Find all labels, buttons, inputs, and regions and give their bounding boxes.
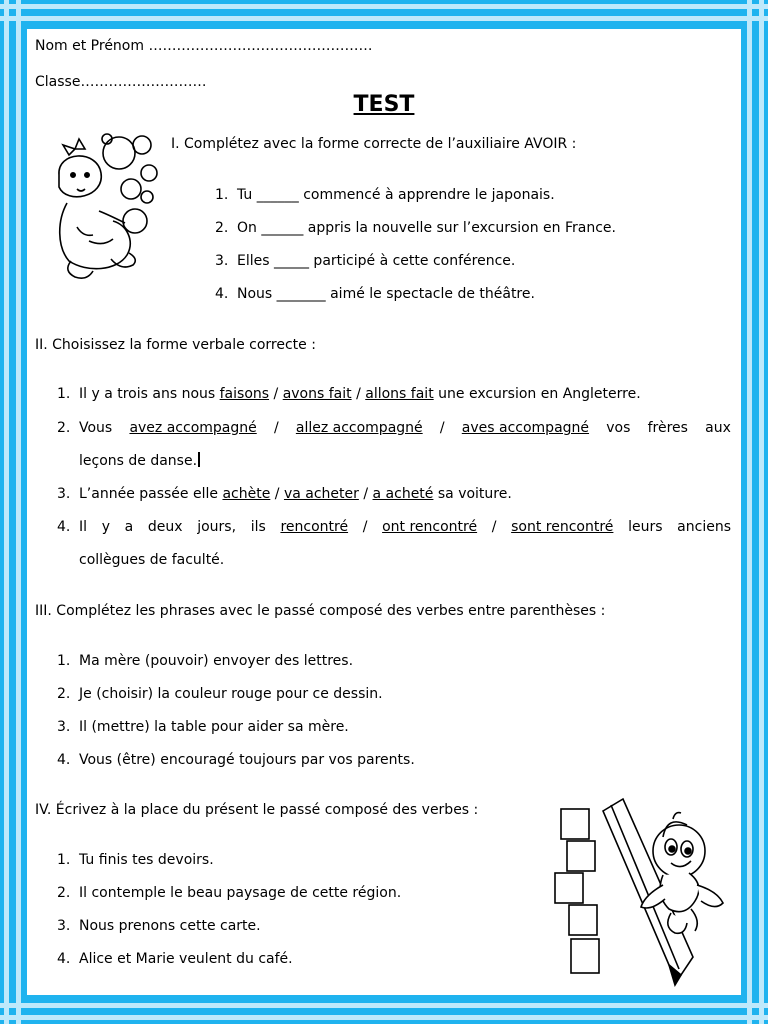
option-separator: /: [351, 386, 366, 402]
name-field-line[interactable]: Nom et Prénom …………………………………………: [35, 38, 373, 54]
frame-stripe-right-inner: [747, 0, 752, 1024]
item-word: vos: [606, 420, 631, 436]
item-number: 1.: [57, 386, 71, 402]
item-number: 4.: [57, 951, 71, 967]
option-separator: /: [362, 519, 368, 535]
item-word: leurs: [628, 519, 663, 535]
list-item: [215, 252, 515, 270]
list-item: [215, 186, 555, 204]
list-item-continuation: [79, 452, 200, 470]
worksheet-page: [27, 29, 741, 995]
item-word: ils: [250, 519, 266, 535]
list-item: [57, 851, 214, 869]
item-text: Tu ______ commencé à apprendre le japonais.: [237, 187, 555, 203]
item-word: anciens: [677, 519, 731, 535]
item-text: sa voiture.: [433, 486, 512, 502]
option-3[interactable]: allons fait: [365, 386, 434, 402]
list-item: [215, 285, 535, 303]
option-1[interactable]: rencontré: [280, 519, 349, 535]
item-number: 1.: [215, 187, 229, 203]
list-item: [57, 485, 512, 503]
item-word: aux: [705, 420, 731, 436]
option-1[interactable]: achète: [222, 486, 271, 502]
item-number: 3.: [215, 253, 229, 269]
item-text: Il (mettre) la table pour aider sa mère.: [79, 719, 349, 735]
item-number: 2.: [57, 420, 71, 436]
option-separator: /: [491, 519, 497, 535]
item-number: 2.: [57, 686, 71, 702]
item-text: Nous _______ aimé le spectacle de théâtre.: [237, 286, 535, 302]
item-word: Il: [79, 519, 88, 535]
item-number: 4.: [215, 286, 229, 302]
baby-bubbles-illustration: [47, 131, 159, 283]
item-text: collègues de faculté.: [79, 552, 225, 568]
class-field-line[interactable]: Classe………………………: [35, 74, 207, 90]
item-word: jours,: [197, 519, 237, 535]
item-text: leçons de danse.: [79, 453, 198, 469]
pencil-blocks-illustration: [551, 789, 731, 989]
frame-stripe-left: [4, 0, 9, 1024]
item-text: Nous prenons cette carte.: [79, 918, 261, 934]
item-text: Alice et Marie veulent du café.: [79, 951, 293, 967]
option-3[interactable]: a acheté: [372, 486, 434, 502]
list-item: [215, 219, 616, 237]
item-text: Tu finis tes devoirs.: [79, 852, 214, 868]
item-word: y: [101, 519, 110, 535]
list-item-continuation: [79, 551, 224, 569]
item-text: une excursion en Angleterre.: [433, 386, 641, 402]
text-cursor: [198, 452, 200, 467]
item-number: 3.: [57, 486, 71, 502]
item-text: Elles _____ participé à cette conférence.: [237, 253, 516, 269]
frame-stripe-bottom: [0, 1015, 768, 1020]
item-text: Ma mère (pouvoir) envoyer des lettres.: [79, 653, 354, 669]
list-item: [57, 385, 641, 403]
list-item: [57, 884, 401, 902]
item-text: Il contemple le beau paysage de cette région.: [79, 885, 402, 901]
item-text: Il y a trois ans nous: [79, 386, 220, 402]
option-1[interactable]: avez accompagné: [129, 420, 257, 436]
item-text: Je (choisir) la couleur rouge pour ce dessin.: [79, 686, 383, 702]
item-number: 3.: [57, 719, 71, 735]
frame-stripe-bottom-inner: [0, 1003, 768, 1008]
item-number: 3.: [57, 918, 71, 934]
item-word: Vous: [79, 420, 113, 436]
list-item: [57, 917, 261, 935]
item-text: L’année passée elle: [79, 486, 223, 502]
section4-heading: IV. Écrivez à la place du présent le passé composé des verbes :: [35, 802, 479, 818]
item-number: 1.: [57, 852, 71, 868]
option-separator: /: [439, 420, 445, 436]
frame-stripe-top: [0, 4, 768, 9]
frame-stripe-left-inner: [16, 0, 21, 1024]
frame-stripe-right: [759, 0, 764, 1024]
option-2[interactable]: allez accompagné: [295, 420, 423, 436]
item-text: Vous (être) encouragé toujours par vos parents.: [79, 752, 415, 768]
list-item: [57, 718, 349, 736]
frame-stripe-top-inner: [0, 16, 768, 21]
option-2[interactable]: avons fait: [282, 386, 352, 402]
list-item: [57, 950, 293, 968]
option-1[interactable]: faisons: [219, 386, 270, 402]
list-item: [57, 419, 731, 437]
item-number: 4.: [57, 519, 71, 535]
item-text: On ______ appris la nouvelle sur l’excursion en France.: [237, 220, 616, 236]
list-item: [57, 685, 383, 703]
section3-heading: III. Complétez les phrases avec le passé composé des verbes entre parenthèses :: [35, 603, 606, 619]
option-separator: /: [269, 386, 283, 402]
item-word: deux: [147, 519, 183, 535]
section1-heading: I. Complétez avec la forme correcte de l’auxiliaire AVOIR :: [171, 136, 577, 152]
item-word: a: [124, 519, 134, 535]
page-title: TEST: [353, 92, 415, 117]
option-3[interactable]: sont rencontré: [511, 519, 614, 535]
list-item: [57, 652, 353, 670]
option-2[interactable]: va acheter: [283, 486, 359, 502]
option-separator: /: [270, 486, 284, 502]
option-3[interactable]: aves accompagné: [461, 420, 590, 436]
option-2[interactable]: ont rencontré: [382, 519, 478, 535]
option-separator: /: [358, 486, 373, 502]
item-number: 1.: [57, 653, 71, 669]
section2-heading: II. Choisissez la forme verbale correcte :: [35, 337, 316, 353]
list-item: [57, 518, 731, 536]
item-number: 2.: [215, 220, 229, 236]
item-number: 2.: [57, 885, 71, 901]
item-number: 4.: [57, 752, 71, 768]
option-separator: /: [273, 420, 279, 436]
item-word: frères: [647, 420, 688, 436]
list-item: [57, 751, 415, 769]
